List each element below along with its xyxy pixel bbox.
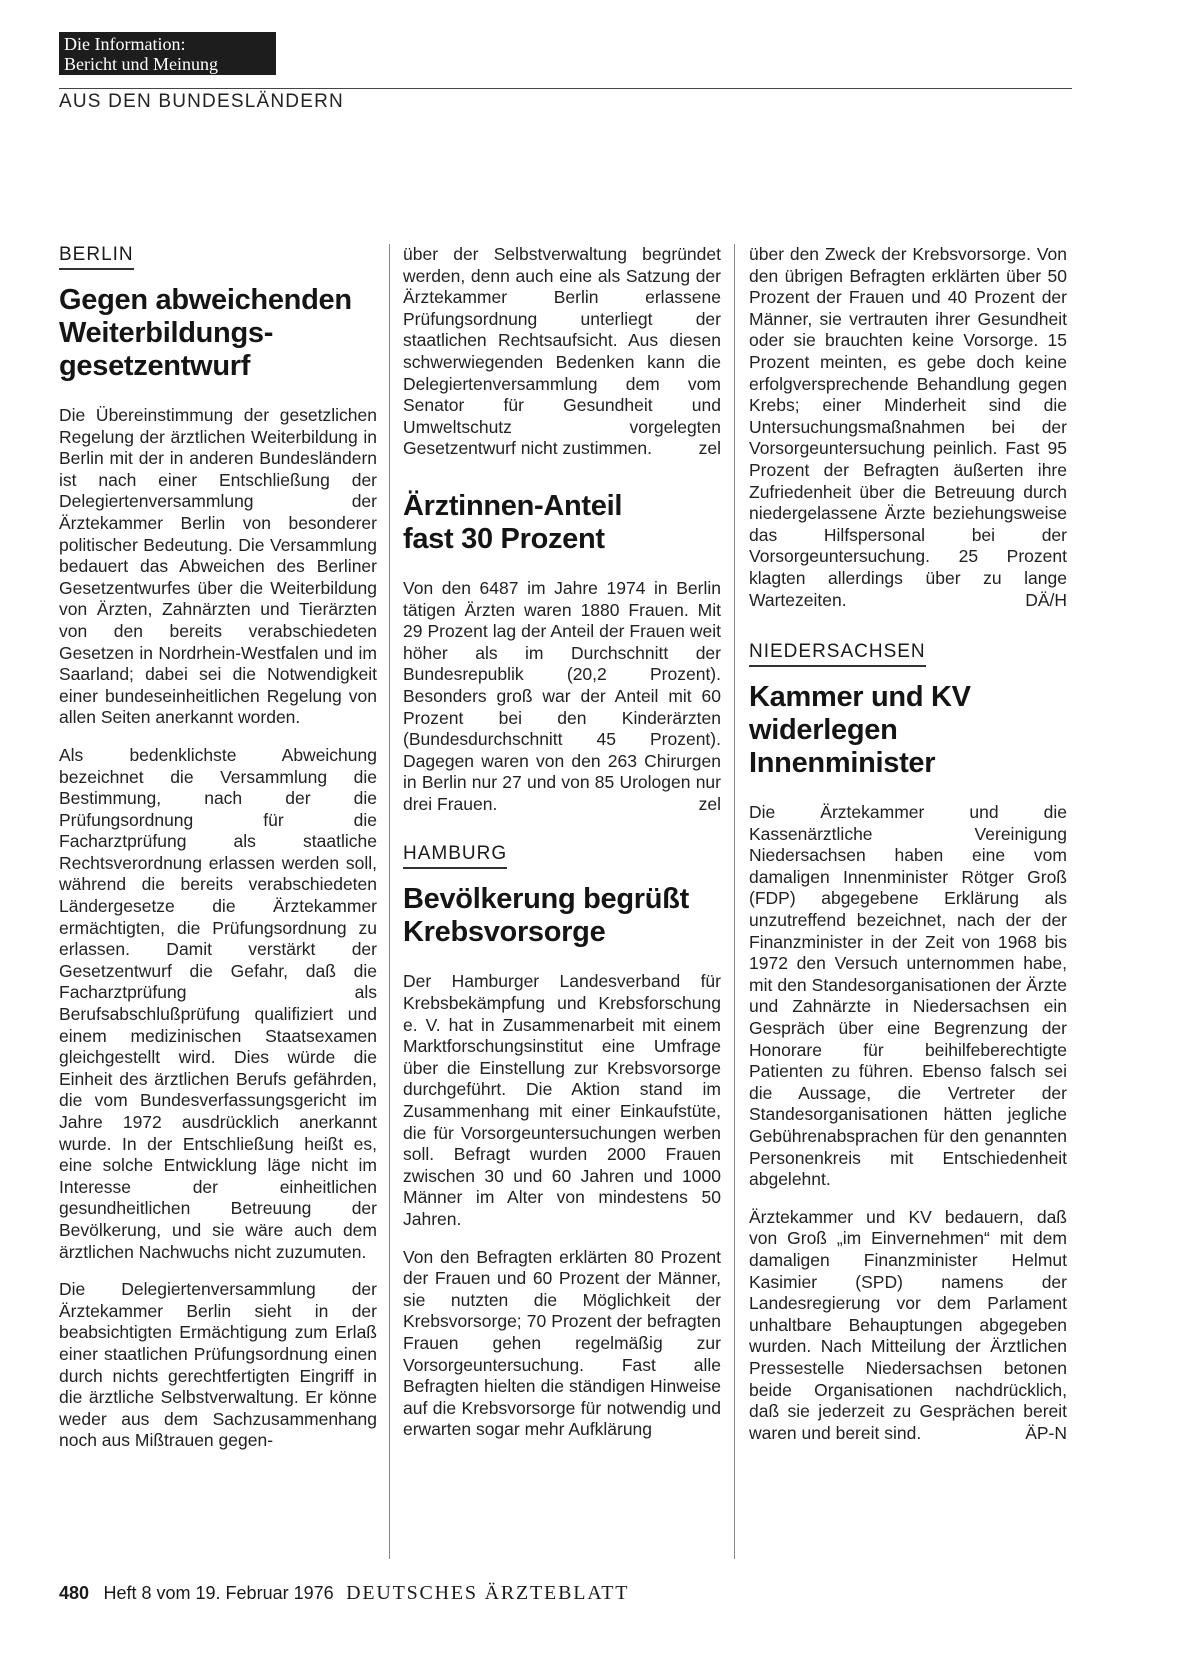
berlin-paragraph-4-text: über der Selbstverwaltung begründet werden, denn auch eine als Satzung der Ärztekammer Berlin erlassene Prüfungsordnung unterliegt der staatlichen Rechtsaufsicht. Aus diesen schwerwiegenden Bedenken kann die Delegiertenversammlung dem vom Senator für Gesundheit und Umweltschutz vorgelegten Gesetzentwurf nicht zustimmen. xyxy=(403,244,721,459)
issue-info: Heft 8 vom 19. Februar 1976 xyxy=(103,1583,334,1603)
header-rule xyxy=(59,88,1072,89)
region-label-niedersachsen: NIEDERSACHSEN xyxy=(749,641,926,667)
hamburg-paragraph-3 xyxy=(749,244,1067,611)
aerztinnen-paragraph-1 xyxy=(403,578,721,816)
hamburg-paragraph-2: Von den Befragten erklärten 80 Prozent der Frauen und 60 Prozent der Männer, sie nutzten die Möglichkeit der Krebsvorsorge; 70 Prozent der befragten Frauen gehen regelmäßig zur Vorsorgeuntersuchung. Fast alle Befragten hielten die ständigen Hinweise auf die Krebsvorsorge für notwendig und erwarten sogar mehr Aufklärung xyxy=(403,1246,721,1440)
niedersachsen-paragraph-2 xyxy=(749,1207,1067,1445)
signature-hamburg: DÄ/H xyxy=(1025,589,1067,610)
section-title: AUS DEN BUNDESLÄNDERN xyxy=(59,91,344,112)
aerztinnen-paragraph-1-text: Von den 6487 im Jahre 1974 in Berlin tätigen Ärzten waren 1880 Frauen. Mit 29 Prozent lag der Anteil der Frauen weit höher als im Durchschnitt der Bundesrepublik (20,2 Prozent). Besonders groß war der Anteil mit 60 Prozent bei den Kinderärzten (Bundesdurchschnitt 45 Prozent). Dagegen waren von den 263 Chirurgen in Berlin nur 27 und von 85 Urologen nur drei Frauen. xyxy=(403,577,721,814)
page-number: 480 xyxy=(59,1583,90,1603)
column-divider-2 xyxy=(734,244,735,1559)
berlin-paragraph-2: Als bedenklichste Abweichung bezeichnet die Versammlung die Bestimmung, nach der die Prüfungsordnung für die Facharztprüfung als staatliche Rechtsverordnung erlassen werden soll, während die bereits verabschiedeten Ländergesetze die Ärztekammer ermächtigten, die Prüfungsordnung zu erlassen. Damit verstärkt der Gesetzentwurf die Gefahr, daß die Facharztprüfung als Berufsabschlußprüfung qualifiziert und einem medizinischen Staatsexamen gleichgestellt wird. Dies würde die Einheit des ärztlichen Berufs gefährden, die vom Bundesverfassungsgericht im Jahre 1972 ausdrücklich anerkannt wurde. In der Entschließung heißt es, eine solche Entwicklung läge nicht im Interesse der einheitlichen gesundheitlichen Betreuung der Bevölkerung, und sie wäre auch dem ärztlichen Nachwuchs nicht zuzumuten. xyxy=(59,744,377,1262)
region-label-hamburg: HAMBURG xyxy=(403,843,507,869)
signature-berlin: zel xyxy=(698,438,721,459)
column-2 xyxy=(403,244,721,1457)
column-3 xyxy=(749,244,1067,1460)
rubric-box xyxy=(59,32,276,75)
signature-niedersachsen: ÄP-N xyxy=(1025,1422,1067,1443)
page-footer xyxy=(59,1582,759,1605)
hamburg-paragraph-3-text: über den Zweck der Krebsvorsorge. Von den übrigen Befragten erklärten über 50 Prozent der Frauen und 40 Prozent der Männer, sie vertrauten ihrer Gesundheit oder sie brauchten keine Vorsorge. 15 Prozent meinten, es gebe doch keine erfolgversprechende Behandlung gegen Krebs; einer Minderheit sind die Untersuchungsmaßnahmen bei der Vorsorgeuntersuchung peinlich. Fast 95 Prozent der Befragten äußerten ihre Zufriedenheit über die Betreuung durch niedergelassene Ärzte beziehungsweise das Hilfspersonal bei der Vorsorgeuntersuchung. 25 Prozent klagten allerdings über zu lange Wartezeiten. xyxy=(749,244,1067,610)
berlin-paragraph-4 xyxy=(403,244,721,460)
headline-berlin: Gegen abweichenden Weiterbildungsgesetzentwurf xyxy=(59,284,352,382)
niedersachsen-paragraph-2-text: Ärztekammer und KV bedauern, daß von Groß „im Einvernehmen“ mit dem damaligen Finanzminister Helmut Kasimier (SPD) namens der Landesregierung vor dem Parlament unhaltbare Behauptungen abgegeben wurden. Nach Mitteilung der Ärztlichen Pressestelle Niedersachsen betonen beide Organisationen nachdrücklich, daß sie jederzeit zu Gesprächen bereit waren und bereit sind. xyxy=(749,1206,1067,1443)
rubric-line-1: Die Information: xyxy=(64,34,186,54)
signature-aerztinnen: zel xyxy=(698,793,721,814)
berlin-paragraph-1: Die Übereinstimmung der gesetzlichen Regelung der ärztlichen Weiterbildung in Berlin mit der in anderen Bundesländern ist nach einer Entschließung der Delegiertenversammlung der Ärztekammer Berlin von besonderer politischer Bedeutung. Die Versammlung bedauert das Abweichen des Berliner Gesetzentwurfes über die Weiterbildung von Ärzten, Zahnärzten und Tierärzten von den bereits verabschiedeten Gesetzen in Nordrhein-Westfalen und im Saarland; dabei sei die Notwendigkeit einer bundeseinheitlichen Regelung von allen Seiten anerkannt worden. xyxy=(59,405,377,728)
hamburg-paragraph-1: Der Hamburger Landesverband für Krebsbekämpfung und Krebsforschung e. V. hat in Zusammenarbeit mit einem Marktforschungsinstitut eine Umfrage über die Einstellung zur Krebsvorsorge durchgeführt. Die Aktion stand im Zusammenhang mit einer Einkaufstüte, die für Vorsorgeuntersuchungen werben soll. Befragt wurden 2000 Frauen zwischen 30 und 60 Jahren und 1000 Männer im Alter von mindestens 50 Jahren. xyxy=(403,971,721,1229)
headline-aerztinnen: Ärztinnen-Anteil fast 30 Prozent xyxy=(403,489,623,555)
niedersachsen-paragraph-1: Die Ärztekammer und die Kassenärztliche Vereinigung Niedersachsen haben eine vom damaligen Innenminister Rötger Groß (FDP) abgegebene Erklärung als unzutreffend bezeichnet, nach der der Finanzminister in der Zeit von 1968 bis 1972 den Versuch unternommen habe, mit den Standesorganisationen der Ärzte und Zahnärzte in Niedersachsen ein Gespräch über eine Begrenzung der Honorare für beihilfeberechtigte Patienten zu führen. Ebenso falsch sei die Aussage, die Vertreter der Standesorganisationen hätten jegliche Gebührenabsprachen für den genannten Personenkreis mit Entschiedenheit abgelehnt. xyxy=(749,802,1067,1190)
region-label-berlin: BERLIN xyxy=(59,244,134,270)
journal-name: DEUTSCHES ÄRZTEBLATT xyxy=(346,1582,630,1604)
headline-hamburg: Bevölkerung begrüßt Krebsvorsorge xyxy=(403,883,689,949)
rubric-line-2: Bericht und Meinung xyxy=(64,54,218,74)
berlin-paragraph-3: Die Delegiertenversammlung der Ärztekammer Berlin sieht in der beabsichtigten Ermächtigung zum Erlaß einer staatlichen Prüfungsordnung einen durch nichts gerechtfertigten Eingriff in die ärztliche Selbstverwaltung. Er könne weder aus dem Sachzusammenhang noch aus Mißtrauen gegen- xyxy=(59,1279,377,1451)
headline-niedersachsen: Kammer und KV widerlegen Innenminister xyxy=(749,681,971,780)
column-1 xyxy=(59,244,377,1468)
column-divider-1 xyxy=(389,244,390,1559)
